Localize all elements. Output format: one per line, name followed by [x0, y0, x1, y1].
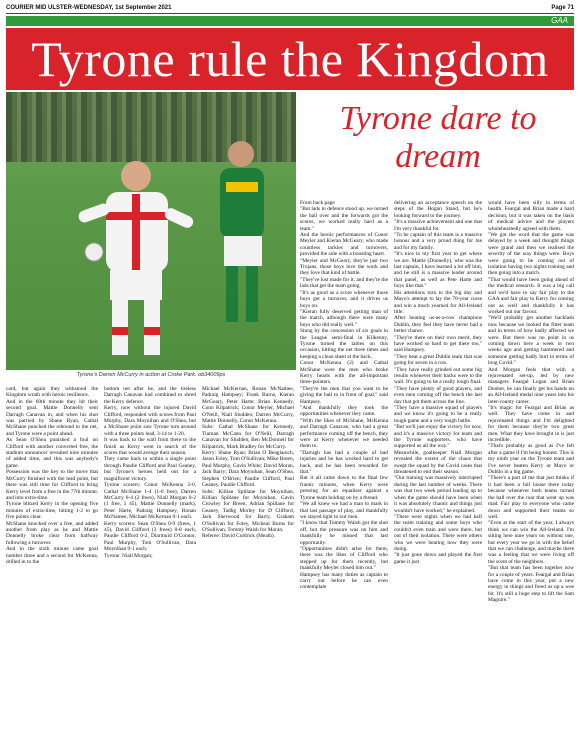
column-5: delivering an acceptance speech on the steps of the Hogan Stand, but he's looking forward to the journey. "It's a massive achievement and one that I'm very thankful for. "To be captain of this team is a massive honour and a very proud thing for me and for my family. "It's nice in my first year to get where we are. Mattie (Donnelly), who was the last captain, I have learned a lot off him, and he still is a massive leader around that panel, as well as Pete Harte and boys like that." His attentions turn to the big day and Mayo's attempt to lay the 70-year curse and win a much yearned for All-Ireland title. After beating us-as-a-row champions Dublin, they feel they have never had a better chance. "They're there on their own merit, they have worked so hard to get there too," said Hampsey. "They beat a great Dublin team that was going for seven in a row. "They have really grinded out some big results whenever their backs were to the wall. It's going to be a really tough final. "They have plenty of good players, and even men coming off the bench the last day that got them across the line. "They have a massive squad of players and we know it's going to be a really tough game and a very tough battle. "But we'll just enjoy the victory for now, and it's a massive victory for team and the Tyrone supporters, who have supported us all the way." Meanwhile, goalkeeper Niall Morgan revealed the extent of the chaos that swept the squad by the Covid cases that threatened to end their season. "Our training was massively interrupted during the last number of weeks. There was that two week period leading up to when the game should have been when it was absolutely chaotic and things just wouldn't have worked," he explained. "There were nights when we had half the team training and some boys who couldn't even train and were there, but out of their isolation. There were others who we were hearing how they were doing. "It just gone down and played the first game it just: [394, 200, 482, 565]
secondary-headline: Tyrone dare to dream: [339, 100, 537, 175]
masthead: [6, 3, 574, 14]
page-number: Page 71: [551, 5, 574, 11]
photo-caption: Tyrone's Darren McCurry in action at Croke Park. ob34009ps: [76, 372, 226, 378]
column-3: Michael McKernan, Ronan McNamee, Padraig Hampsey; Frank Burns, Kieran McGeary, Peter Harte; Brian Kennedy, Conn Kilpatrick; Conor Meyler, Michael O'Neill, Niall Sludden; Darren McCurry, Mattie Donnelly, Conor McKenna. Subs: Cathal McShane for Kennedy, Tiarnan McCann for O'Neill, Darragh Canavan for Sludden, Ben McDonnell for Kilpatrick, Mark Bradley for McCurry. Kerry: Shane Ryan; Brian O Beaglaoich, Jason Foley, Tom O'Sullivan; Mike Breen, Paul Murphy, Gavin White; David Moran, Jack Barry; Dara Moynihan, Sean O'Shea, Stephen O'Brien; Paudie Clifford, Paul Geaney, Paudie Clifford. Subs: Killian Spillane for Moynihan, Killian Spillane for Moynihan, Gavin Crowley for Breen, Adrian Spillane for Geaney, Tadhg Morley for D Clifford, Jack Sherwood for Barry, Graham O'Sullivan for Foley, Micheal Burns for O'Sullivan, Tommy Walsh for Moran. Referee: David Coldrick (Meath).: [202, 386, 294, 540]
column-1: card, but again they withstood the Kingdom wrath with heroic resilience. And in the 69th minute they hit their second goal. Mattie Donnelly sent Darragh Canavan in, and when his shot was parried by Shane Ryan, Cathal McShane punched the rebound to the net, and Tyrone were a point ahead. As Sean O'Shea punished a foul on Clifford with another converted free, the stadium announcer revealed nine minutes of added time, and this was anybody's game. Possession was the key to the move that McCurry finished with the lead point, but there was still time for Clifford to bring Kerry level from a free in the 77th minute, and into extra-time. Tyrone blitzed Kerry in the opening five minutes of extra-time, hitting 1-2 to go five points clear. McShane knocked over a free, and added another from play as he and Mattie Donnelly broke clear from halfway following a turnover. And in the sixth minute came goal number three and a second for McKenna, drilled in to the: [6, 386, 98, 565]
section-bar: [6, 16, 574, 26]
player-kerry: [196, 132, 286, 332]
column-2: bottom net after he, and the tireless Darragh Canavan had combined to shred the Kerry defence. Kerry, now without the injured David Clifford, responded with scores from Paul Murphy, Dara Moynihan and O'Shea, but a McShane point saw Tyrone turn around with a three points lead, 3-14 to 1-20. It was back to the wall from there to the finish as Kerry went in search of the scores that would avenge their season. They came back to within a single point through Paudie Clifford and Paul Geaney, but Tyrone's heroes held out for a magnificent victory. Tyrone scorers: Conor McKenna 2-0, Cathal McShane 1-4 (1-0 free), Darren McCurry 0-4 (2 frees), Niall Morgan 0-2 (1 free, 1 45), Mattie Donnelly (mark), Peter Harte, Padraig Hampsey, Ronan McNamee, Michael McKernan 0-1 each. Kerry scorers: Sean O'Shea 0-9 (frees, 1 45), David Clifford (3 frees) 0-8 each, Paudie Clifford 0-2, Diarmuid O'Connor, Paul Murphy, Tom O'Sullivan, Dara Moynihan 0-1 each. Tyrone: Niall Morgan;: [104, 386, 196, 559]
column-4: From back page "But lads in defence stood up, we turned the ball over and the forwards got the scores, we worked really hard as a team." And the heroic performances of Conor Meyler and Kieran McGeary, who made countless tackles and turnovers, provided the side with a boosting heart. "Meyler and McGeary, they're just two Trojans, those boys love the work and they love that kind of battle. "They've lost made for it, and they're the lads that get the team going. "It's as good as a score whenever those boys get a turnover, and it drives us boys on. "Kieran fully deserved getting man of the match, although there were many boys who did really well." Stung by the concession of six goals in the League semi-final in Kilkenny, Tyrone turned the tables on this occasion, hitting the net three times and keeping a clean sheet at the back. Conor McKenna (2) and Cathal McShane were the men who broke Kerry hearts with the all-important three-pointers. "They're the men that you want to be giving the ball to in front of goal," said Hampsey. "And thankfully they took the opportunities whenever they came. "With the likes of McShane, McKenna and Darragh Canavan, who had a great performance coming off the bench, they were at Kerry whenever we needed them to. "Darragh has had a couple of bad injuries and he has worked hard to get back, and he has been rewarded for that." But it all came down to the final few frantic minutes, when Kerry were pressing for an equaliser against a Tyrone team holding on by a thread. "We all knew we had a man to mark in that last passage of play, and thankfully we stayed tight to our men. "I know that Tommy Walsh got the shot off, but the pressure was on him and thankfully he missed that last opportunity. "Opportunities didn't arise for them, there was the likes of Clifford who stepped up for them recently, but thankfully Meyler closed him out." Hampsey has many duties as captain to carry out before he can even contemplate: [300, 200, 388, 591]
player-tyrone: [76, 152, 196, 362]
main-headline: Tyrone rule the Kingdom: [6, 28, 574, 90]
column-6: would have been silly in terms of health. Feargal and Brian made a hard decision, but it was taken on the basis of medical advice and the players wholeheartedly agreed with them. "We got the word that the game was delayed by a week and thought things were grand and then we realised the severity of the way things were. Boys were going to be coming out of isolation having two nights training and then going into a match. "That would have been going ahead of the medical research. It was a big call and we'd have to say fair play to the GAA and fair play to Kerry for coming out as well and thankfully it has worked out our favour. "We'll probably get another backlash now because we looked the fitter team and in terms of how badly affected we were. But there was no point in us coming down here a week or two weeks ago and getting hammered and someone getting badly hurt in terms of long Covid." And Morgan feels that with a rejuvenated set-up, led by new managers Feargal Logan and Brian Dooher, he can finally get his hands on an All-Ireland medal nine years into his inter-county career. "It's magic for Feargal and Brian as well. They have come in and rejuvenated things and I'm delighted for them because they're two great men. What they have brought in is just incredible. "That's probably as good as I've felt after a game if I'm being honest. This is my ninth year on the Tyrone team and I've never beaten Kerry or Mayo or Dublin in a big game. "There's a part of me that just thinks if it had been a full house there today because whenever both teams turned the ball over the roar that went up was mad. Fair play to everyone who came down and supported their teams so well. "Even at the start of the year, I always think we can win the All-Ireland. I'm sitting here nine years on without one, but every year we go in with the belief that we can challenge, and maybe there was a feeling that we were living off the scent of the neighbors. "But that team has been together now for a couple of years. Feargal and Brian have come in this year, put a new energy in things and freed us up a wee bit. It's still a huge step to lift the Sam Maguire.": [488, 200, 574, 604]
section-label: GAA: [551, 16, 568, 25]
masthead-date: COURIER MID ULSTER-WEDNESDAY, 1st September 2021: [6, 5, 172, 11]
match-photo: [6, 92, 296, 370]
